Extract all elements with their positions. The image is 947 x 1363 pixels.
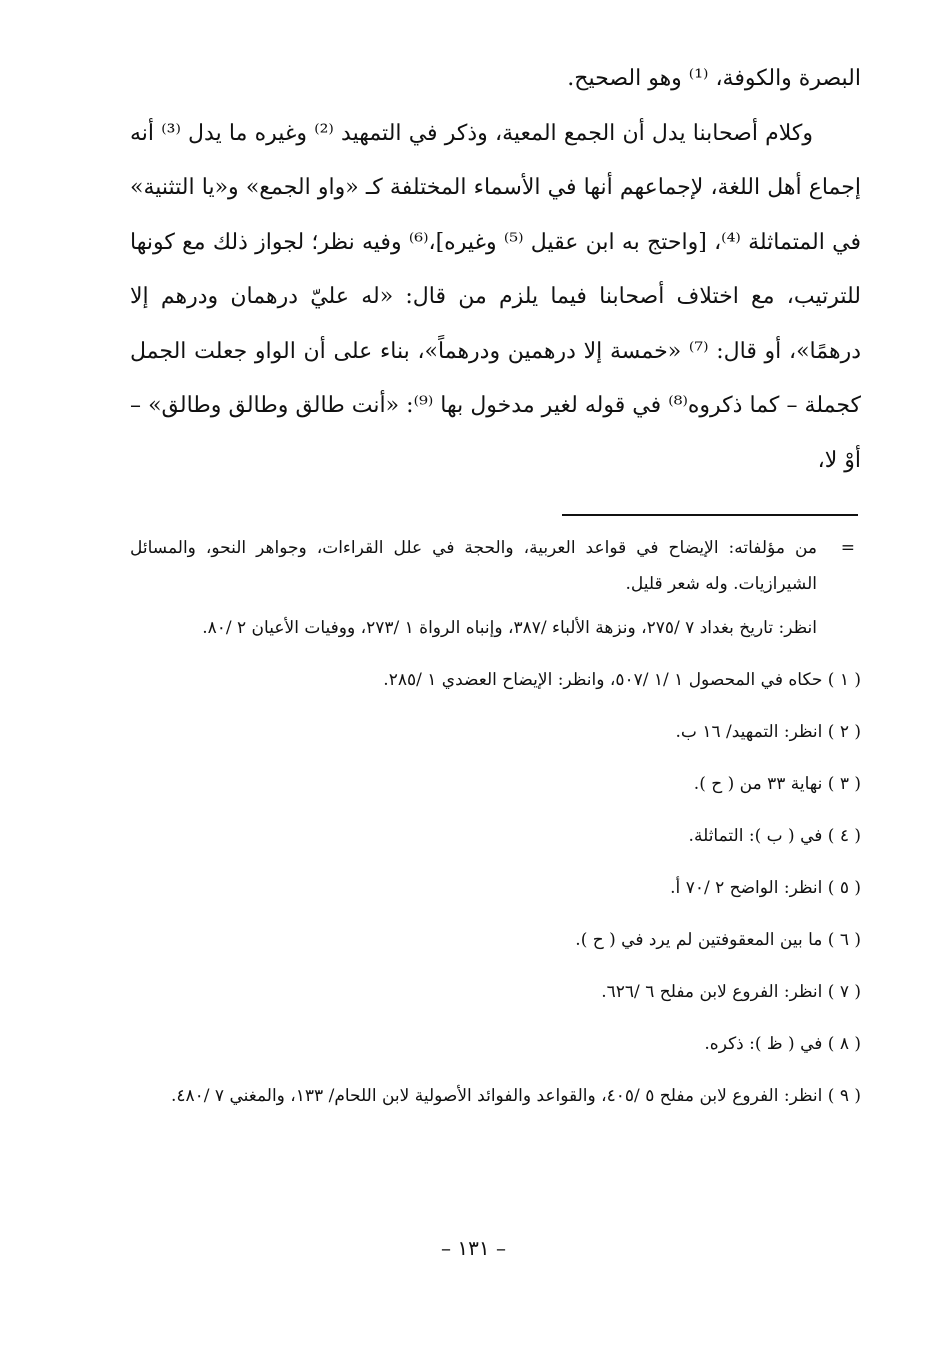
continuation-text: من مؤلفاته: الإيضاح في قواعد العربية، والحجة في علل القراءات، وجواهر النحو، والمسائل الشيرازيات. وله شعر قليل. (130, 538, 817, 594)
main-text (130, 52, 861, 488)
page-number: – ١٣١ – (441, 1236, 506, 1260)
footnote-6: ( ٦ ) ما بين المعقوفتين لم يرد في ( ح ). (575, 930, 861, 950)
paragraph-2: وكلام أصحابنا يدل أن الجمع المعية، وذكر في التمهيد ⁽²⁾ وغيره ما يدل ⁽³⁾ أنه إجماع أهل اللغة، لإجماعهم أنها في الأسماء المختلفة كـ «واو الجمع» و«يا التثنية» في المتماثلة ⁽⁴⁾، [واحتج به ابن عقيل ⁽⁵⁾ وغيره]،⁽⁶⁾ وفيه نظر؛ لجواز ذلك مع كونها للترتيب، مع اختلاف أصحابنا فيما يلزم من قال: «له عليّ درهمان ودرهم إلا درهمًا»، أو قال: ⁽⁷⁾ «خمسة إلا درهمين ودرهماً»، بناء على أن الواو جعلت الجمل كجملة – كما ذكروه⁽⁸⁾ في قوله لغير مدخول بها ⁽⁹⁾: «أنت طالق وطالق وطالق» – أوْ لا، (130, 120, 862, 473)
footnote-9: ( ٩ ) انظر: الفروع لابن مفلح ٥ /٤٠٥، والقواعد والفوائد الأصولية لابن اللحام/ ١٣٣، والمغني ٧ /٤٨٠. (170, 1086, 861, 1106)
footnote-8: ( ٨ ) في ( ظ ): ذكره. (704, 1034, 861, 1054)
footnote-separator (562, 514, 858, 516)
footnote-3: ( ٣ ) نهاية ٣٣ من ( ح ). (693, 774, 861, 794)
footnote-continuation (130, 530, 861, 602)
footnote-7: ( ٧ ) انظر: الفروع لابن مفلح ٦ /٦٢٦. (601, 982, 861, 1002)
footnote-sources: انظر: تاريخ بغداد ٧ /٢٧٥، ونزهة الألباء /٣٨٧، وإنباه الرواة ١ /٢٧٣، ووفيات الأعيان ٢ /٨٠. (202, 618, 817, 638)
footnotes (130, 530, 861, 1114)
footnote-5: ( ٥ ) انظر: الواضح ٢ /٧٠ أ. (670, 878, 861, 898)
paragraph-1: البصرة والكوفة، ⁽¹⁾ وهو الصحيح. (567, 66, 861, 91)
continuation-mark: = (840, 538, 855, 558)
footnote-4: ( ٤ ) في ( ب ): التماثلة. (688, 826, 861, 846)
footnote-1: ( ١ ) حكاه في المحصول ١ /١ /٥٠٧، وانظر: الإيضاح العضدي ١ /٢٨٥. (383, 670, 861, 690)
footnote-2: ( ٢ ) انظر: التمهيد/ ١٦ ب. (675, 722, 861, 742)
